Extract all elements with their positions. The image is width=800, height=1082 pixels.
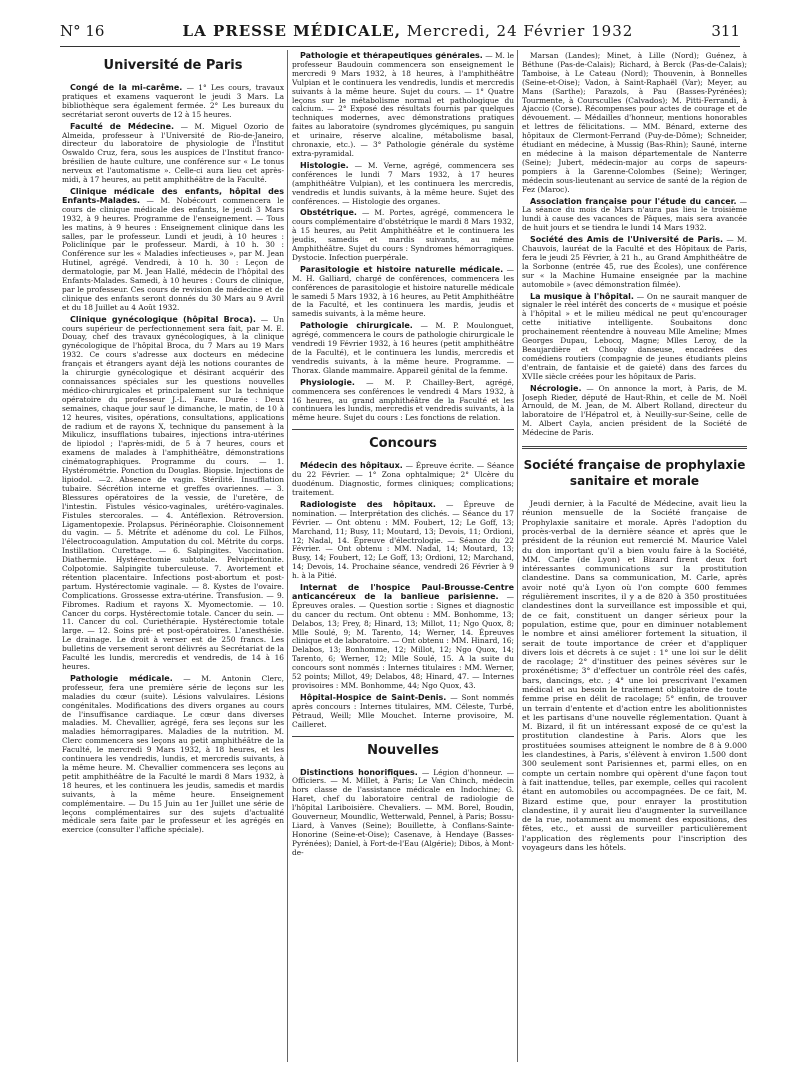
section-divider xyxy=(292,736,514,737)
article-heading: Parasitologie et histoire naturelle médicale. xyxy=(300,264,504,274)
article xyxy=(292,694,514,730)
article xyxy=(522,385,747,438)
column-3 xyxy=(522,52,747,1072)
article xyxy=(292,162,514,207)
article xyxy=(522,293,747,382)
article-heading: Radiologiste des hôpitaux. xyxy=(300,499,436,509)
col1-articles xyxy=(62,84,284,835)
journal-title xyxy=(183,22,634,40)
journal-name: LA PRESSE MÉDICALE, xyxy=(182,22,401,40)
page-number: 311 xyxy=(711,22,740,40)
article xyxy=(62,123,284,185)
article-text: — La séance du mois de Mars n'aura pas lieu le troisième lundi à cause des vacances de Pâques, mais sera avancée de huit jours et se tiendra le lundi 14 Mars 1932. xyxy=(522,196,747,233)
section-title-concours: Concours xyxy=(369,436,437,452)
article-text: — Épreuve de nomination. — Interprétation des clichés. — Séance du 17 Février. — Ont obtenu : MM. Foubert, 12; Le Goff, 13; Marchand, 11; Busy, 11; Moutard, 13; Devois, 11; Ordioni, 12; Nadal, 14. Épreuve d'électrologie. — Séance du 22 Février. — Ont obtenu : MM. Nadal, 14; Moutard, 13; Busy, 14; Foubert, 12; Le Goff, 13; Ordioni, 12; Marchand, 14; Devois, 14. Prochaine séance, vendredi 26 Février à 9 h. à la Pitié. xyxy=(292,499,514,581)
article-text: — M. Portes, agrégé, commencera le cours complémentaire d'obstétrique le mardi 8 Mars 1932, à 15 heures, au Petit Amphithéâtre et le continuera les jeudis, samedis et mardis suivants, au même Amphithéâtre. Sujet du cours : Syndromes hémorragiques. Dystocie. Infection puerpérale. xyxy=(292,208,514,262)
article xyxy=(62,188,284,313)
article xyxy=(292,209,514,262)
article xyxy=(292,379,514,424)
article-text: — M. le professeur Baudouin commencera son enseignement le mercredi 9 Mars 1932, à 18 heures, à l'amphithéâtre Vulpian et le continuera les vendredis, lundis et mercredis suivants à la même heure. Sujet du cours. — 1° Quatre leçons sur le métabolisme normal et pathologique du calcium. — 2° Exposé des résultats fournis par quelques techniques modernes, avec démonstrations pratiques faites au laboratoire (syndromes glycémiques, pu sanguin et urinaire, réserve alcaline, métabolisme basal, chronaxie, etc.). — 3° Pathologie générale du système extra-pyramidal. xyxy=(292,52,514,158)
article-text: — Épreuve écrite. — Séance du 22 Février. — 1° Zona ophtalmique; 2° Ulcère du duodénum. Diagnostic, formes cliniques; complications; traitement. xyxy=(292,461,514,497)
article-text: — M. H. Galliard, chargé de conférences, commencera les conférences de parasitologie et histoire naturelle médicale le samedi 5 Mars 1932, à 16 heures, au Petit Amphithéâtre de la Faculté, et les continuera les mardis, jeudis et samedis suivants, à la même heure. xyxy=(292,264,514,319)
article-heading: Clinique médicale des enfants, hôpital des Enfants-Malades. xyxy=(62,186,284,205)
article-text: — Sont nommés après concours : Internes titulaires, MM. Céleste, Turbé, Pétraud, Weill; Mlle Mouchet. Interne provisoire, M. Cailleret. xyxy=(292,692,514,729)
article-heading: Distinctions honorifiques. xyxy=(300,767,418,777)
article-text: — Légion d'honneur. — Officiers. — M. Millet, à Paris; Le Van Chinch, médecin hors classe de l'assistance médicale en Indochine; G. Haret, chef du laboratoire central de radiologie de l'hôpital Lariboisière. Chevaliers. — MM. Borel, Boudin, Gouverneur, Moundlic, Wetterwald, Pennel, à Paris; Bossu-Liard, à Vanves (Seine); Bouillette, à Conflans-Sainte-Honorine (Seine-et-Oise); Casenave, à Hendaye (Basses-Pyrénées); Daniel, à Fort-de-l'Eau (Algérie); Dibos, à Mont-de- xyxy=(292,767,514,857)
article xyxy=(292,501,514,581)
section-divider xyxy=(522,446,747,449)
column-rule xyxy=(517,50,518,1062)
article-text: — M. Chauvois, lauréat de la Faculté et des Hôpitaux de Paris, fera le jeudi 25 Février, à 21 h., au Grand Amphithéâtre de la Sorbonne (entrée 45, rue des Écoles), une conférence sur « la Machine Humaine enseignée par la machine automobile » (avec démonstration filmée). xyxy=(522,235,747,289)
prophylaxie-article: Jeudi dernier, à la Faculté de Médecine, avait lieu la réunion mensuelle de la Société française de Prophylaxie sanitaire et morale. Après l'adoption du procès-verbal de la dernière séance et après que le président de la réunion eut remercié M. Maurice Valel du don important qu'il a bien voulu faire à la Société, MM. Carle (de Lyon) et Bizard firent deux fort intéressantes communications sur la prostitution clandestine. Dans sa communication, M. Carle, après avoir noté qu'à Lyon où l'on compte 600 femmes régulièrement inscrites, il y a de 820 à 350 prostituées clandestines dont la surveillance est impossible et qui, de ce fait, constituent un danger sérieux pour la population, estime que, pour en diminuer notablement le nombre et ainsi améliorer fortement la situation, il serait de toute importance de créer et d'appliquer divers lois et décrets à ce sujet : 1° une loi sur le délit de racolage; 2° d'instituer des peines sévères sur le proxénétisme; 3° d'effectuer un contrôle réel des cafés, bars, dancings, etc. ; 4° une loi prescrivant l'examen médical et au besoin le traitement obligatoire de toute femme prise en délit de racolage; 5° enfin, de trouver un terrain d'entente et d'action entre les abolitionnistes et les partisans d'une nouvelle réglementation. Quant à M. Bizard, il fit un intéressant exposé de ce qu'est la prostitution clandestine à Paris. Alors que les prostituées soumises atteignent le nombre de 8 à 9.000 les clandestines, à Paris, s'élèvent à environ 1.500 dont 300 seulement sont Parisiennes et, parmi elles, on en compte un certain nombre qui opèrent d'une façon tout à fait inattendue, telles, par exemple, celles qui racolent étant en automobiles ou accompagnées. De ce fait, M. Bizard estime que, pour enrayer la prostitution clandestine, il y aurait lieu d'augmenter la surveillance de la rue, notamment au moment des expositions, des fêtes, etc., et aussi de surveiller particulièrement l'application des règlements pour l'inscription des voyageurs dans les hôtels. xyxy=(522,499,747,853)
article-heading: Médecin des hôpitaux. xyxy=(300,461,403,471)
article-heading: Nécrologie. xyxy=(530,383,582,393)
article-text: — M. P. Chailley-Bert, agrégé, commencera ses conférences le vendredi 4 Mars 1932, à 16 heures, au grand amphithéâtre de la Faculté et les continuera les lundis, mercredis et vendredis suivants, à la même heure. Sujet du cours : Les fonctions de relation. xyxy=(292,377,514,423)
article-text: — M. Antonin Clerc, professeur, fera une première série de leçons sur les maladies du cœur (suite). Lésions valvulaires. Lésions congénitales. Modifications des divers organes au cours de l'insuffisance cardiaque. Le cœur dans diverses maladies. M. Chevallier, agrégé, fera ses leçons sur les maladies hémorragipares. Maladies de la nutrition. M. Clerc commencera ses leçons au petit amphithéâtre de la Faculté, le mercredi 9 Mars 1932, à 18 heures, et les continuera les vendredis, lundis, et mercredis suivants, à la même heure. M. Chevallier commencera ses leçons au petit amphithéâtre de la Faculté le mardi 8 Mars 1932, à 18 heures, et les continuera les jeudis, samedis et mardis suivants, à la même heure. Enseignement complémentaire. — Du 15 Juin au 1er Juillet une série de leçons complémentaires sur des sujets d'actualité médicale sera faite par le professeur et les agrégés en exercice (consulter l'affiche spéciale). xyxy=(62,673,284,835)
article xyxy=(292,462,514,498)
article-heading: Association française pour l'étude du cancer. xyxy=(530,196,737,206)
column-1 xyxy=(62,52,284,1072)
article xyxy=(292,769,514,858)
article-heading: Pathologie chirurgicale. xyxy=(300,321,413,331)
article-heading: Clinique gynécologique (hôpital Broca). xyxy=(70,314,256,324)
article-heading: Internat de l'hospice Paul-Brousse-Centre anticancéreux de la banlieue parisienne. xyxy=(292,583,514,601)
article xyxy=(522,236,747,289)
article-text: — On ne saurait manquer de signaler le réel intérêt des concerts de « musique et poésie à l'hôpital » et le milieu médical ne peut qu'encourager cette initiative intelligente. Soubaitons donc prochainement réentendre à nouveau Mlle Ameline; Mmes Georges Dupau, Lebocq, Magne; Mlles Leroy, de la Beaujardière et Chouky danseuse, encadrées des comédiens routiers (compagnie de jeunes étudiants pleins d'entrain, de fantaisie et de gaieté) dans des farces du XVIIe siècle créées pour les hôpitaux de Paris. xyxy=(522,291,747,381)
article xyxy=(292,52,514,159)
article-heading: Hôpital-Hospice de Saint-Denis. xyxy=(300,692,447,702)
article-text: — Un cours supérieur de perfectionnement sera fait, par M. E. Douay, chef des travaux gynécologiques, à la clinique gynécologique de l'hôpital Broca, du 7 Mars au 19 Mars 1932. Ce cours s'adresse aux docteurs en médecine français et étrangers ayant déjà les notions courantes de la chirurgie gynécologique et désirant acquérir des connaissances spéciales sur les questions nouvelles médico-chirurgicales et principalement sur la technique opératoire du professeur J.-L. Faure. Durée : Deux semaines, chaque jour sauf le dimanche, le matin, de 10 à 12 heures, visites, opérations, consultations, applications de radium et de rayons X, technique du pansement à la Mikulicz, insufflations tubaires, injections intra-utérines de lipiodol ; l'après-midi, de 5 à 7 heures, cours et examens de malades à l'amphithéâtre, démonstrations cinématographiques. Programme du cours. — 1. Hystérométrie. Ponction du Douglas. Biopsie. Injections de lipiodol. —2. Absence de vagin. Stérilité. Insufflation tubaire. Sécrétion interne et greffes ovariennes. — 3. Blessures opératoires de la vessie, de l'uretère, de l'intestin. Fistules vésico-vaginales, urétéro-vaginales. Fistules stercorales. — 4. Antéflexion. Rétroversion. Ligamentopexie. Prolapsus. Périnéoraphie. Cloisonnement du vagin. — 5. Métrite et adénome du col. Le Filhos, l'électrocoagulation. Amputation du col. Métrite du corps. Instillation. Curettage. — 6. Salpingites. Vaccination. Diathermie. Hystérectomie subtotale. Pelvipéritonite. Colpotomie. Salpingite tuberculeuse. 7. Avortement et rétention placentaire. Infections post-abortum et post-partum. Hystérectomie vaginale. — 8. Kystes de l'ovaire. Complications. Grossesse extra-utérine. Transfusion. — 9. Fibromes. Radium et rayons X. Myomectomie. — 10. Cancer du corps. Hystérectomie totale. Cancer du sein. — 11. Cancer du col. Curiethérapie. Hystérectomie totale large. — 12. Soins pré- et post-opératoires. L'anesthésie. Le drainage. Le droit à verser est de 250 francs. Les bulletins de versement seront délivrés au Secrétariat de la Faculté les lundis, mercredis et vendredis, de 14 à 16 heures. xyxy=(62,314,284,671)
article-heading: Faculté de Médecine. xyxy=(70,121,175,131)
article-text: — M. P. Moulonguet, agrégé, commencera le cours de pathologie chirurgicale le vendredi 19 Février 1932, à 16 heures (petit amphithéâtre de la Faculté), et le continuera les lundis, mercredis et vendredis suivants, à la même heure. Programme. — Thorax. Glande mammaire. Appareil génital de la femme. xyxy=(292,321,514,375)
article xyxy=(522,198,747,234)
article-heading: Pathologie médicale. xyxy=(70,673,173,683)
article-heading: Société des Amis de l'Université de Paris. xyxy=(530,235,724,245)
article xyxy=(522,52,747,195)
article xyxy=(62,675,284,835)
article-heading: Pathologie et thérapeutiques générales. xyxy=(300,52,483,60)
section-title-prophylaxie: Société française de prophylaxie sanitaire et morale xyxy=(523,458,746,489)
column-2 xyxy=(292,52,514,1072)
article-text: — M. Verne, agrégé, commencera ses conférences le lundi 7 Mars 1932, à 17 heures (amphithéâtre Vulpian), et les continuera les mercredis, vendredis et lundis suivants, à la même heure. Sujet des conférences. — Histologie des organes. xyxy=(292,160,514,206)
section-title-nouvelles: Nouvelles xyxy=(367,742,439,758)
column-rule xyxy=(287,50,288,1062)
article xyxy=(62,316,284,672)
article-text: — M. Miguel Ozorio de Almeida, professeur à l'Université de Rio-de-Janeiro, directeur du laboratoire de physiologie de l'Institut Oswaldo Cruz, fera, sous les auspices de l'Institut franco-brésilien de haute culture, une conférence sur « Le tonus nerveux et l'automatisme ». Celle-ci aura lieu cet après-midi, à 17 heures, au petit amphithéâtre de la Faculté. xyxy=(62,121,284,185)
article-heading: Histologie. xyxy=(300,160,349,170)
issue-date: Mercredi, 24 Février 1932 xyxy=(406,22,634,40)
article-heading: La musique à l'hôpital. xyxy=(530,291,634,301)
section-title-universite: Université de Paris xyxy=(103,58,243,73)
article-heading: Congé de la mi-carême. xyxy=(70,83,183,92)
article xyxy=(292,322,514,375)
article xyxy=(292,266,514,319)
article-text: — M. Nobécourt commencera le cours de clinique médicale des enfants, le jeudi 3 Mars 1932, à 9 heures. Programme de l'enseignement. — Tous les matins, à 9 heures : Enseignement clinique dans les salles, par le professeur. Lundi et jeudi, à 10 heures : Policlinique par le professeur. Mardi, à 10 h. 30 : Conférence sur les « Maladies infectieuses », par M. Jean Hutinel, agrégé. Vendredi, à 10 h. 30 : Leçon de dermatologie, par M. Jean Hallé, médecin de l'hôpital des Enfants-Malades. Samedi, à 10 heures : Cours de clinique, par le professeur. Ces cours de revision de médecine et de clinique des enfants seront donnés du 30 Mars au 9 Avril et du 18 Juillet au 4 Août 1932. xyxy=(62,195,284,312)
article xyxy=(62,84,284,120)
article-text: — On annonce la mort, à Paris, de M. Joseph Rieder, député de Haut-Rhin, et celle de M. Noël Arnould, de M. Jean, de M. Albert Rolland, directeur du laboratoire de l'Hépatrol et, à Neuilly-sur-Seine, celle de M. Albert Cayla, ancien président de la Société de Médecine de Paris. xyxy=(522,383,747,438)
issue-number: N° 16 xyxy=(60,22,105,40)
article-text: Marsan (Landes); Minet, à Lille (Nord); Guénez, à Béthune (Pas-de-Calais); Richard, à Berck (Pas-de-Calais); Tamboise, à Le Cateau (Nord); Thouvenin, à Bonnelles (Seine-et-Oise); Vadon, à Saint-Raphaël (Var); Meyer, au Mans (Sarthe); Parazols, à Pau (Basses-Pyrénées); Tourmente, à Coursculles (Calvados); M. Pitti-Ferrandi, à Ajaccio (Corse). Récompenses pour actes de courage et de dévouement. — Médailles d'honneur, mentions honorables et lettres de félicitations. — MM. Bénard, externe des hôpitaux de Clermont-Ferrand (Puy-de-Dôme); Schneider, étudiant en médecine, à Mussig (Bas-Rhin); Sauné, interne en médecine à la maison départementale de Nanterre (Seine); Jubert, médecin-major au corps de sapeurs-pompiers à la Garenne-Colombes (Seine); Weringer, médecin sous-lieutenant au service de santé de la région de Fez (Maroc). xyxy=(522,52,747,194)
page-header xyxy=(60,22,740,47)
article-heading: Obstétrique. xyxy=(300,208,357,218)
section-divider xyxy=(292,429,514,430)
article-text: — Épreuves orales. — Question sortie : Signes et diagnostic du cancer du rectum. Ont obtenu : MM. Bonhomme, 13; Delabos, 13; Frey, 8; Hinard, 13; Millot, 11; Ngo Quox, 8; Mlle Soulé, 9; M. Tarento, 14; Werner, 14. Épreuves clinique et de laboratoire. — Ont obtenu : MM. Hinard, 16; Delabos, 13; Bonhomme, 12; Millot, 12; Ngo Quox, 14; Tarento, 6; Werner, 12; Mlle Soulé, 15. A la suite du concours sont nommés : Internes titulaires : MM. Werner, 52 points; Millot, 49; Delabos, 48; Hinard, 47. — Internes provisoires : MM. Bonhomme, 44; Ngo Quox, 43. xyxy=(292,591,514,690)
article-heading: Physiologie. xyxy=(300,377,355,387)
article-text: — 1° Les cours, travaux pratiques et examens vaqueront le jeudi 3 Mars. La bibliothèque sera également fermée. 2° Les bureaux du secrétariat seront ouverts de 12 à 15 heures. xyxy=(62,83,284,119)
article xyxy=(292,584,514,691)
